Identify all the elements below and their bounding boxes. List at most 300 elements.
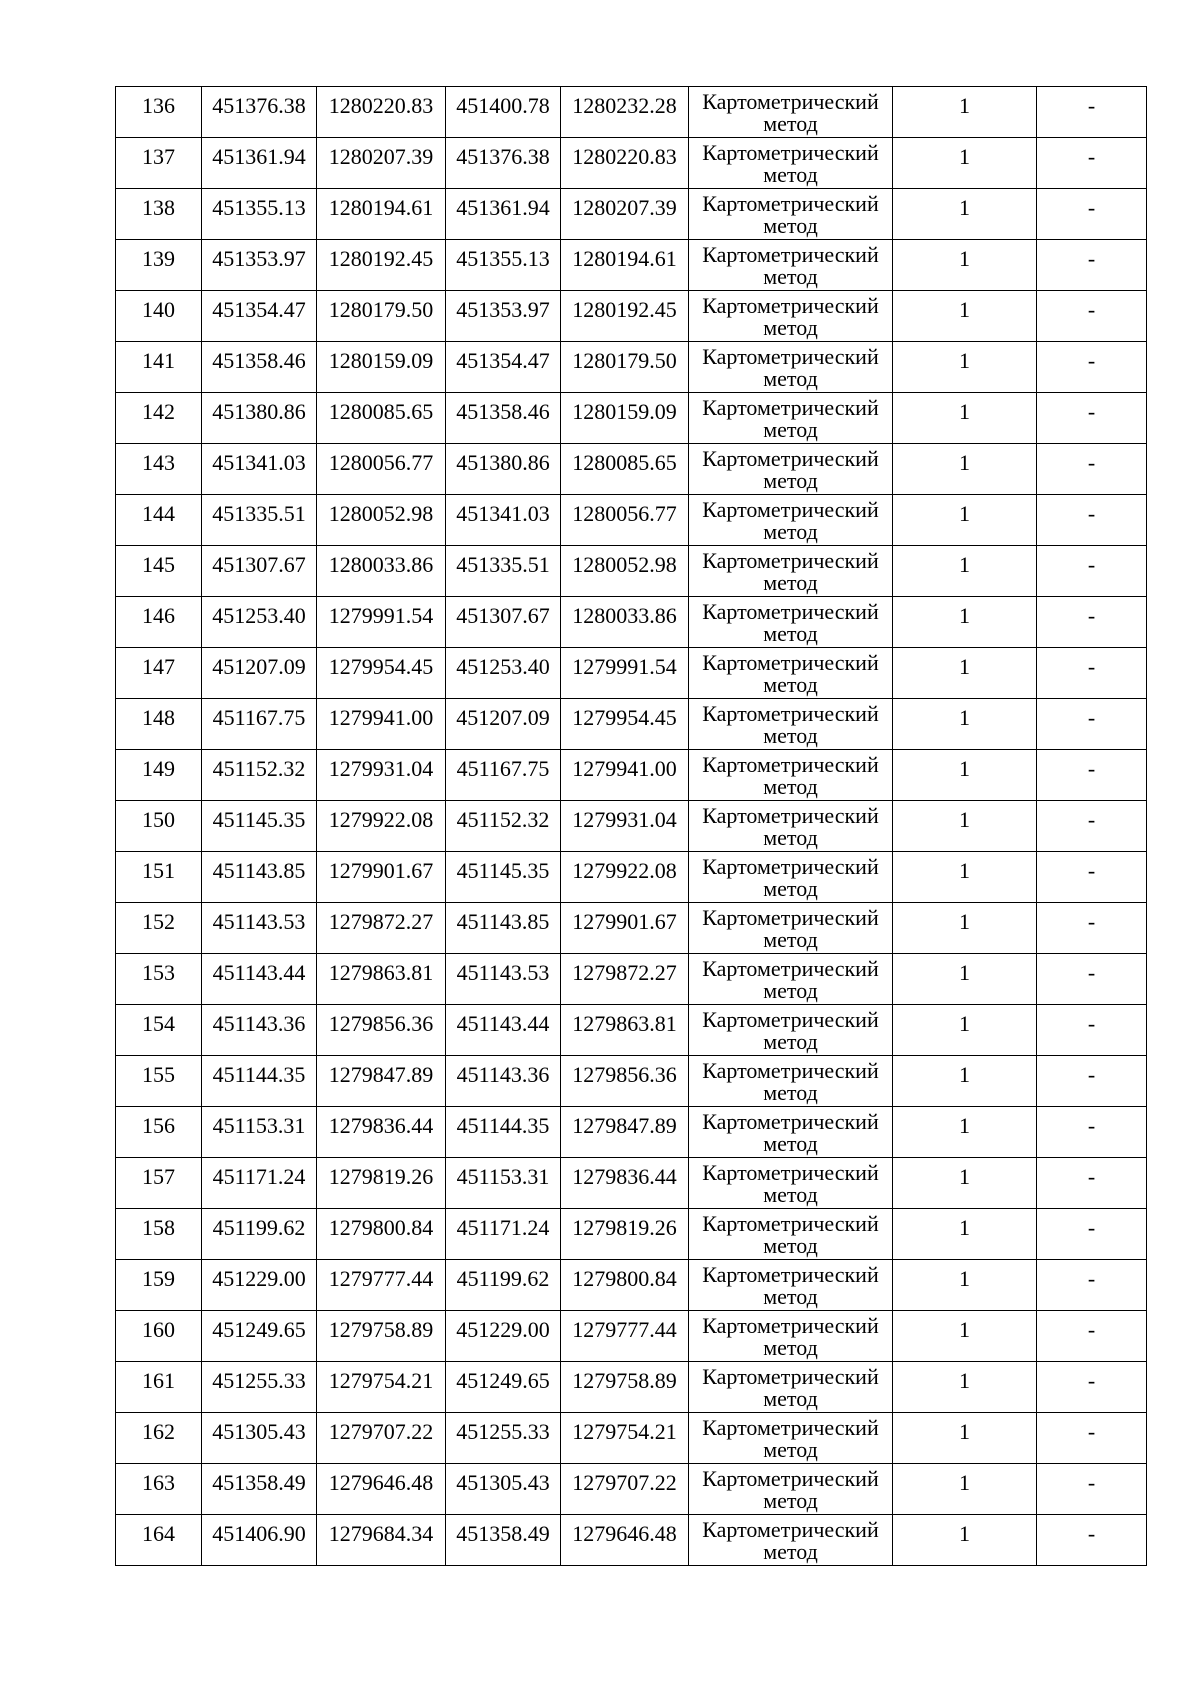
cell-method — [689, 954, 893, 1005]
method-line-1: Картометрический — [702, 1109, 879, 1134]
cell-note: - — [1037, 1005, 1147, 1056]
cell-point-number: 157 — [116, 1158, 202, 1209]
table-row — [116, 903, 1147, 954]
cell-point-number: 160 — [116, 1311, 202, 1362]
cell-y-start: 1279777.44 — [317, 1260, 446, 1311]
cell-x-start: 451199.62 — [202, 1209, 317, 1260]
cell-point-number: 138 — [116, 189, 202, 240]
cell-accuracy: 1 — [893, 138, 1037, 189]
cell-x-end: 451307.67 — [446, 597, 561, 648]
cell-note: - — [1037, 1260, 1147, 1311]
method-line-2: метод — [763, 1233, 818, 1258]
cell-x-end: 451143.53 — [446, 954, 561, 1005]
cell-method — [689, 1311, 893, 1362]
method-line-2: метод — [763, 723, 818, 748]
method-line-2: метод — [763, 774, 818, 799]
cell-x-end: 451361.94 — [446, 189, 561, 240]
cell-point-number: 153 — [116, 954, 202, 1005]
cell-accuracy: 1 — [893, 699, 1037, 750]
cell-y-start: 1280207.39 — [317, 138, 446, 189]
cell-method — [689, 648, 893, 699]
cell-method — [689, 597, 893, 648]
cell-accuracy: 1 — [893, 189, 1037, 240]
cell-note: - — [1037, 1464, 1147, 1515]
cell-x-start: 451358.49 — [202, 1464, 317, 1515]
method-line-2: метод — [763, 468, 818, 493]
cell-point-number: 145 — [116, 546, 202, 597]
method-line-1: Картометрический — [702, 1415, 879, 1440]
cell-method — [689, 1515, 893, 1566]
cell-method — [689, 852, 893, 903]
cell-method — [689, 240, 893, 291]
cell-x-start: 451143.44 — [202, 954, 317, 1005]
cell-point-number: 141 — [116, 342, 202, 393]
cell-accuracy: 1 — [893, 444, 1037, 495]
cell-method — [689, 546, 893, 597]
method-line-2: метод — [763, 978, 818, 1003]
cell-y-start: 1279684.34 — [317, 1515, 446, 1566]
cell-x-start: 451171.24 — [202, 1158, 317, 1209]
cell-method — [689, 1464, 893, 1515]
cell-y-start: 1279941.00 — [317, 699, 446, 750]
cell-x-end: 451255.33 — [446, 1413, 561, 1464]
cell-y-end: 1280232.28 — [561, 87, 689, 138]
table-row — [116, 342, 1147, 393]
method-line-1: Картометрический — [702, 89, 879, 114]
cell-x-start: 451253.40 — [202, 597, 317, 648]
cell-x-start: 451144.35 — [202, 1056, 317, 1107]
cell-accuracy: 1 — [893, 1413, 1037, 1464]
cell-note: - — [1037, 1056, 1147, 1107]
cell-x-start: 451305.43 — [202, 1413, 317, 1464]
cell-method — [689, 1209, 893, 1260]
cell-x-end: 451380.86 — [446, 444, 561, 495]
cell-y-start: 1280085.65 — [317, 393, 446, 444]
cell-x-end: 451355.13 — [446, 240, 561, 291]
cell-point-number: 163 — [116, 1464, 202, 1515]
table-row — [116, 444, 1147, 495]
cell-method — [689, 1107, 893, 1158]
cell-x-start: 451167.75 — [202, 699, 317, 750]
table-row — [116, 546, 1147, 597]
cell-x-end: 451354.47 — [446, 342, 561, 393]
cell-y-end: 1279991.54 — [561, 648, 689, 699]
table-row — [116, 852, 1147, 903]
cell-note: - — [1037, 546, 1147, 597]
cell-y-end: 1280194.61 — [561, 240, 689, 291]
cell-y-end: 1280159.09 — [561, 393, 689, 444]
cell-y-end: 1280207.39 — [561, 189, 689, 240]
cell-x-start: 451229.00 — [202, 1260, 317, 1311]
cell-y-end: 1280033.86 — [561, 597, 689, 648]
table-row — [116, 1260, 1147, 1311]
method-line-2: метод — [763, 927, 818, 952]
cell-y-end: 1279863.81 — [561, 1005, 689, 1056]
cell-y-end: 1280179.50 — [561, 342, 689, 393]
cell-y-end: 1279954.45 — [561, 699, 689, 750]
cell-point-number: 148 — [116, 699, 202, 750]
cell-y-end: 1279758.89 — [561, 1362, 689, 1413]
method-line-1: Картометрический — [702, 242, 879, 267]
cell-y-end: 1279777.44 — [561, 1311, 689, 1362]
cell-note: - — [1037, 342, 1147, 393]
cell-accuracy: 1 — [893, 852, 1037, 903]
cell-method — [689, 87, 893, 138]
table-row — [116, 1005, 1147, 1056]
cell-method — [689, 1260, 893, 1311]
cell-x-end: 451249.65 — [446, 1362, 561, 1413]
cell-y-end: 1279922.08 — [561, 852, 689, 903]
cell-point-number: 143 — [116, 444, 202, 495]
cell-method — [689, 342, 893, 393]
cell-accuracy: 1 — [893, 291, 1037, 342]
cell-x-end: 451253.40 — [446, 648, 561, 699]
method-line-2: метод — [763, 162, 818, 187]
cell-accuracy: 1 — [893, 240, 1037, 291]
table-row — [116, 240, 1147, 291]
method-line-1: Картометрический — [702, 497, 879, 522]
cell-note: - — [1037, 1515, 1147, 1566]
method-line-1: Картометрический — [702, 1160, 879, 1185]
cell-accuracy: 1 — [893, 954, 1037, 1005]
method-line-2: метод — [763, 1335, 818, 1360]
cell-x-end: 451400.78 — [446, 87, 561, 138]
method-line-1: Картометрический — [702, 446, 879, 471]
cell-x-start: 451354.47 — [202, 291, 317, 342]
cell-x-end: 451143.85 — [446, 903, 561, 954]
table-row — [116, 1464, 1147, 1515]
cell-y-start: 1279754.21 — [317, 1362, 446, 1413]
cell-x-start: 451143.36 — [202, 1005, 317, 1056]
table-row — [116, 1056, 1147, 1107]
cell-y-start: 1280052.98 — [317, 495, 446, 546]
method-line-1: Картометрический — [702, 1007, 879, 1032]
cell-x-end: 451358.46 — [446, 393, 561, 444]
table-row — [116, 1311, 1147, 1362]
cell-x-start: 451207.09 — [202, 648, 317, 699]
cell-y-end: 1280085.65 — [561, 444, 689, 495]
cell-note: - — [1037, 801, 1147, 852]
cell-x-start: 451406.90 — [202, 1515, 317, 1566]
cell-x-start: 451152.32 — [202, 750, 317, 801]
cell-accuracy: 1 — [893, 801, 1037, 852]
cell-note: - — [1037, 495, 1147, 546]
cell-y-start: 1280159.09 — [317, 342, 446, 393]
method-line-1: Картометрический — [702, 1466, 879, 1491]
cell-y-start: 1279800.84 — [317, 1209, 446, 1260]
cell-x-end: 451358.49 — [446, 1515, 561, 1566]
cell-point-number: 158 — [116, 1209, 202, 1260]
cell-method — [689, 189, 893, 240]
cell-x-start: 451376.38 — [202, 87, 317, 138]
cell-point-number: 142 — [116, 393, 202, 444]
method-line-1: Картометрический — [702, 1262, 879, 1287]
cell-x-start: 451341.03 — [202, 444, 317, 495]
cell-note: - — [1037, 1413, 1147, 1464]
cell-accuracy: 1 — [893, 1311, 1037, 1362]
cell-y-end: 1280220.83 — [561, 138, 689, 189]
cell-point-number: 159 — [116, 1260, 202, 1311]
cell-x-start: 451153.31 — [202, 1107, 317, 1158]
cell-x-start: 451353.97 — [202, 240, 317, 291]
cell-y-start: 1279931.04 — [317, 750, 446, 801]
cell-y-end: 1279901.67 — [561, 903, 689, 954]
cell-y-start: 1279872.27 — [317, 903, 446, 954]
method-line-2: метод — [763, 1080, 818, 1105]
cell-y-end: 1280056.77 — [561, 495, 689, 546]
cell-x-start: 451249.65 — [202, 1311, 317, 1362]
cell-method — [689, 801, 893, 852]
method-line-1: Картометрический — [702, 344, 879, 369]
table-row — [116, 393, 1147, 444]
table-row — [116, 1209, 1147, 1260]
cell-x-end: 451207.09 — [446, 699, 561, 750]
table-row — [116, 495, 1147, 546]
cell-note: - — [1037, 954, 1147, 1005]
method-line-2: метод — [763, 570, 818, 595]
method-line-1: Картометрический — [702, 905, 879, 930]
cell-point-number: 146 — [116, 597, 202, 648]
cell-y-start: 1280179.50 — [317, 291, 446, 342]
cell-x-end: 451171.24 — [446, 1209, 561, 1260]
cell-y-start: 1279954.45 — [317, 648, 446, 699]
cell-note: - — [1037, 1311, 1147, 1362]
cell-point-number: 151 — [116, 852, 202, 903]
cell-y-start: 1280194.61 — [317, 189, 446, 240]
method-line-1: Картометрический — [702, 293, 879, 318]
method-line-1: Картометрический — [702, 1517, 879, 1542]
cell-y-start: 1279991.54 — [317, 597, 446, 648]
cell-note: - — [1037, 903, 1147, 954]
cell-method — [689, 1413, 893, 1464]
cell-note: - — [1037, 393, 1147, 444]
method-line-1: Картометрический — [702, 395, 879, 420]
cell-y-start: 1280033.86 — [317, 546, 446, 597]
method-line-2: метод — [763, 825, 818, 850]
cell-y-start: 1279856.36 — [317, 1005, 446, 1056]
cell-x-end: 451305.43 — [446, 1464, 561, 1515]
cell-note: - — [1037, 648, 1147, 699]
cell-x-end: 451153.31 — [446, 1158, 561, 1209]
cell-y-end: 1279872.27 — [561, 954, 689, 1005]
cell-note: - — [1037, 189, 1147, 240]
method-line-1: Картометрический — [702, 599, 879, 624]
table-row — [116, 1413, 1147, 1464]
table-row — [116, 1362, 1147, 1413]
cell-x-end: 451144.35 — [446, 1107, 561, 1158]
cell-point-number: 164 — [116, 1515, 202, 1566]
cell-point-number: 144 — [116, 495, 202, 546]
table-row — [116, 87, 1147, 138]
cell-point-number: 162 — [116, 1413, 202, 1464]
method-line-2: метод — [763, 1284, 818, 1309]
cell-accuracy: 1 — [893, 648, 1037, 699]
cell-x-start: 451335.51 — [202, 495, 317, 546]
cell-y-end: 1279800.84 — [561, 1260, 689, 1311]
cell-point-number: 136 — [116, 87, 202, 138]
method-line-2: метод — [763, 1182, 818, 1207]
cell-point-number: 137 — [116, 138, 202, 189]
cell-note: - — [1037, 852, 1147, 903]
cell-method — [689, 495, 893, 546]
cell-x-start: 451143.53 — [202, 903, 317, 954]
method-line-1: Картометрический — [702, 548, 879, 573]
cell-x-end: 451145.35 — [446, 852, 561, 903]
method-line-1: Картометрический — [702, 1211, 879, 1236]
cell-point-number: 147 — [116, 648, 202, 699]
cell-accuracy: 1 — [893, 342, 1037, 393]
cell-x-start: 451145.35 — [202, 801, 317, 852]
method-line-1: Картометрический — [702, 1313, 879, 1338]
method-line-2: метод — [763, 621, 818, 646]
cell-method — [689, 1005, 893, 1056]
cell-x-end: 451143.36 — [446, 1056, 561, 1107]
method-line-2: метод — [763, 1488, 818, 1513]
cell-y-end: 1279931.04 — [561, 801, 689, 852]
method-line-2: метод — [763, 264, 818, 289]
cell-y-start: 1280192.45 — [317, 240, 446, 291]
method-line-2: метод — [763, 417, 818, 442]
method-line-1: Картометрический — [702, 854, 879, 879]
cell-x-start: 451307.67 — [202, 546, 317, 597]
table-row — [116, 189, 1147, 240]
table-row — [116, 750, 1147, 801]
cell-method — [689, 291, 893, 342]
cell-accuracy: 1 — [893, 1464, 1037, 1515]
cell-accuracy: 1 — [893, 903, 1037, 954]
cell-y-start: 1279901.67 — [317, 852, 446, 903]
cell-y-end: 1279836.44 — [561, 1158, 689, 1209]
table-body — [116, 87, 1147, 1566]
cell-point-number: 150 — [116, 801, 202, 852]
cell-point-number: 155 — [116, 1056, 202, 1107]
method-line-1: Картометрический — [702, 752, 879, 777]
coordinates-table — [115, 86, 1147, 1566]
table-row — [116, 1158, 1147, 1209]
cell-point-number: 139 — [116, 240, 202, 291]
table-row — [116, 138, 1147, 189]
cell-y-start: 1279863.81 — [317, 954, 446, 1005]
method-line-1: Картометрический — [702, 191, 879, 216]
cell-note: - — [1037, 1209, 1147, 1260]
cell-point-number: 152 — [116, 903, 202, 954]
cell-x-end: 451199.62 — [446, 1260, 561, 1311]
cell-method — [689, 393, 893, 444]
cell-accuracy: 1 — [893, 1158, 1037, 1209]
cell-y-end: 1279707.22 — [561, 1464, 689, 1515]
cell-y-end: 1279856.36 — [561, 1056, 689, 1107]
cell-accuracy: 1 — [893, 1005, 1037, 1056]
cell-method — [689, 699, 893, 750]
cell-y-start: 1279707.22 — [317, 1413, 446, 1464]
table-row — [116, 699, 1147, 750]
cell-x-start: 451255.33 — [202, 1362, 317, 1413]
cell-y-start: 1279646.48 — [317, 1464, 446, 1515]
cell-method — [689, 1056, 893, 1107]
table-row — [116, 1107, 1147, 1158]
cell-point-number: 156 — [116, 1107, 202, 1158]
table-row — [116, 954, 1147, 1005]
cell-x-end: 451229.00 — [446, 1311, 561, 1362]
method-line-1: Картометрический — [702, 140, 879, 165]
cell-method — [689, 750, 893, 801]
method-line-2: метод — [763, 672, 818, 697]
method-line-2: метод — [763, 1539, 818, 1564]
cell-note: - — [1037, 444, 1147, 495]
method-line-2: метод — [763, 1029, 818, 1054]
cell-accuracy: 1 — [893, 1107, 1037, 1158]
cell-y-start: 1279819.26 — [317, 1158, 446, 1209]
cell-y-start: 1279836.44 — [317, 1107, 446, 1158]
cell-y-end: 1280052.98 — [561, 546, 689, 597]
cell-x-end: 451376.38 — [446, 138, 561, 189]
cell-y-end: 1279941.00 — [561, 750, 689, 801]
cell-point-number: 161 — [116, 1362, 202, 1413]
cell-accuracy: 1 — [893, 1362, 1037, 1413]
cell-accuracy: 1 — [893, 495, 1037, 546]
cell-note: - — [1037, 240, 1147, 291]
table-row — [116, 801, 1147, 852]
cell-y-end: 1279646.48 — [561, 1515, 689, 1566]
method-line-1: Картометрический — [702, 650, 879, 675]
cell-accuracy: 1 — [893, 87, 1037, 138]
cell-y-start: 1279847.89 — [317, 1056, 446, 1107]
cell-accuracy: 1 — [893, 597, 1037, 648]
method-line-2: метод — [763, 315, 818, 340]
method-line-2: метод — [763, 1131, 818, 1156]
cell-x-start: 451358.46 — [202, 342, 317, 393]
cell-note: - — [1037, 750, 1147, 801]
cell-note: - — [1037, 1362, 1147, 1413]
cell-y-start: 1280056.77 — [317, 444, 446, 495]
cell-note: - — [1037, 597, 1147, 648]
cell-accuracy: 1 — [893, 1260, 1037, 1311]
cell-x-start: 451143.85 — [202, 852, 317, 903]
method-line-1: Картометрический — [702, 1058, 879, 1083]
cell-method — [689, 1158, 893, 1209]
cell-accuracy: 1 — [893, 1515, 1037, 1566]
cell-x-end: 451167.75 — [446, 750, 561, 801]
cell-note: - — [1037, 291, 1147, 342]
table-row — [116, 597, 1147, 648]
cell-x-end: 451143.44 — [446, 1005, 561, 1056]
cell-y-start: 1279922.08 — [317, 801, 446, 852]
cell-method — [689, 138, 893, 189]
cell-y-end: 1279754.21 — [561, 1413, 689, 1464]
cell-y-end: 1279819.26 — [561, 1209, 689, 1260]
cell-note: - — [1037, 87, 1147, 138]
cell-accuracy: 1 — [893, 1056, 1037, 1107]
cell-method — [689, 903, 893, 954]
cell-y-end: 1279847.89 — [561, 1107, 689, 1158]
cell-x-end: 451353.97 — [446, 291, 561, 342]
cell-y-end: 1280192.45 — [561, 291, 689, 342]
cell-note: - — [1037, 1158, 1147, 1209]
cell-point-number: 154 — [116, 1005, 202, 1056]
cell-y-start: 1279758.89 — [317, 1311, 446, 1362]
method-line-2: метод — [763, 366, 818, 391]
cell-method — [689, 444, 893, 495]
cell-accuracy: 1 — [893, 393, 1037, 444]
cell-x-start: 451380.86 — [202, 393, 317, 444]
cell-note: - — [1037, 1107, 1147, 1158]
cell-x-end: 451341.03 — [446, 495, 561, 546]
cell-accuracy: 1 — [893, 546, 1037, 597]
method-line-1: Картометрический — [702, 956, 879, 981]
cell-y-start: 1280220.83 — [317, 87, 446, 138]
method-line-2: метод — [763, 111, 818, 136]
cell-x-end: 451335.51 — [446, 546, 561, 597]
